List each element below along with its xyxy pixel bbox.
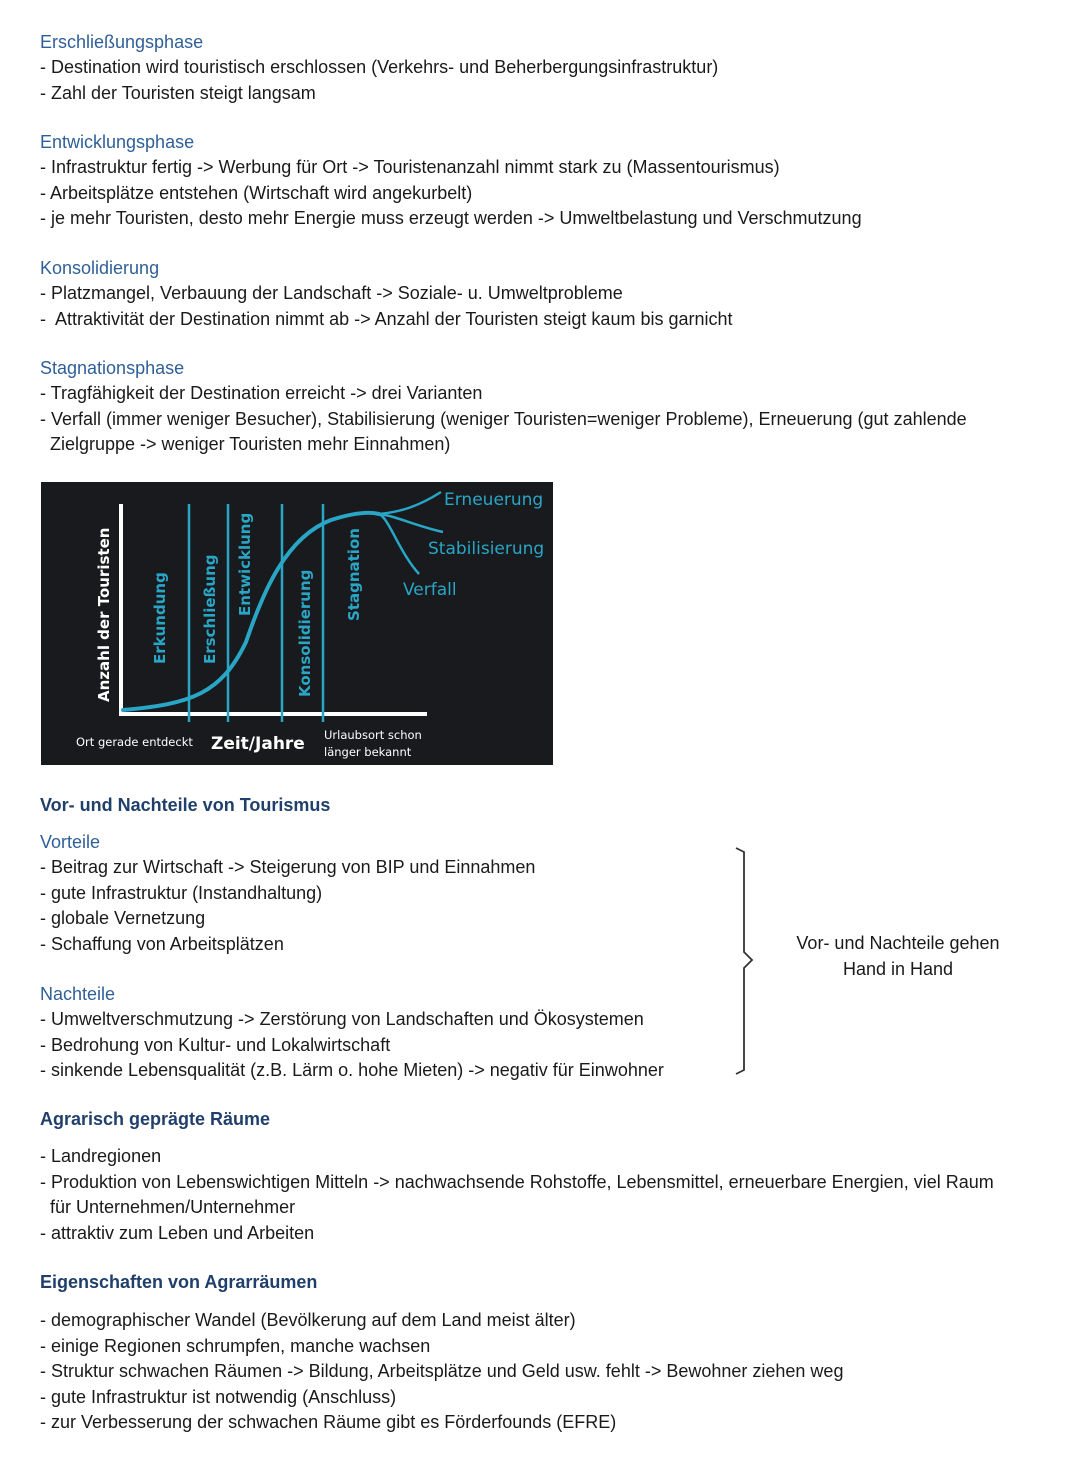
list-entwicklungsphase <box>40 155 1040 232</box>
curly-bracket <box>728 846 758 1078</box>
y-axis-label: Anzahl der Touristen <box>95 527 113 702</box>
outcome-label: Erneuerung <box>444 490 544 510</box>
section-stagnationsphase <box>40 356 1040 458</box>
section-agrarraeume <box>40 1270 1040 1436</box>
list-erschliessungsphase <box>40 55 1040 106</box>
list-item: - Landregionen <box>40 1144 1015 1170</box>
x-axis-label: Zeit/Jahre <box>211 734 305 754</box>
list-item: - globale Vernetzung <box>40 906 740 932</box>
heading-agrarisch: Agrarisch geprägte Räume <box>40 1109 271 1129</box>
list-item: - Destination wird touristisch erschlossen (Verkehrs- und Beherbergungsinfrastruktur) <box>40 55 1040 81</box>
heading-erschliessungsphase: Erschließungsphase <box>40 32 204 52</box>
list-agrarraeume <box>40 1308 1040 1436</box>
list-item: - Attraktivität der Destination nimmt ab -> Anzahl der Touristen steigt kaum bis garnicht <box>40 307 1040 333</box>
list-item: - gute Infrastruktur (Instandhaltung) <box>40 881 740 907</box>
outcome-label: Stabilisierung <box>428 539 545 559</box>
lifecycle-svg <box>41 482 553 765</box>
x-right-note-line1: Urlaubsort schon <box>324 728 422 742</box>
list-item: - Umweltverschmutzung -> Zerstörung von Landschaften und Ökosystemen <box>40 1007 740 1033</box>
list-item: - sinkende Lebensqualität (z.B. Lärm o. hohe Mieten) -> negativ für Einwohner <box>40 1058 740 1084</box>
list-item: - Beitrag zur Wirtschaft -> Steigerung von BIP und Einnahmen <box>40 855 740 881</box>
list-item: - demographischer Wandel (Bevölkerung auf dem Land meist älter) <box>40 1308 1040 1334</box>
heading-konsolidierung: Konsolidierung <box>40 258 160 278</box>
list-item: - Infrastruktur fertig -> Werbung für Ort -> Touristenanzahl nimmt stark zu (Massentourismus) <box>40 155 1040 181</box>
phase-label: Erkundung <box>151 572 169 664</box>
section-agrarisch <box>40 1107 1015 1246</box>
phase-label: Stagnation <box>345 528 363 621</box>
tourism-lifecycle-diagram <box>41 482 553 765</box>
heading-agrarraeume: Eigenschaften von Agrarräumen <box>40 1272 318 1292</box>
list-item: - Platzmangel, Verbauung der Landschaft -> Soziale- u. Umweltprobleme <box>40 281 1040 307</box>
list-item: - Bedrohung von Kultur- und Lokalwirtschaft <box>40 1033 740 1059</box>
heading-vor-nachteile: Vor- und Nachteile von Tourismus <box>40 795 331 815</box>
section-entwicklungsphase <box>40 130 1040 232</box>
side-note-line1: Vor- und Nachteile gehen <box>796 933 1000 953</box>
list-item: - Struktur schwachen Räumen -> Bildung, Arbeitsplätze und Geld usw. fehlt -> Bewohner ziehen weg <box>40 1359 1040 1385</box>
list-item: - zur Verbesserung der schwachen Räume gibt es Förderfounds (EFRE) <box>40 1410 1040 1436</box>
list-item: - attraktiv zum Leben und Arbeiten <box>40 1221 1015 1247</box>
list-stagnationsphase <box>40 381 1040 458</box>
section-vor-nachteile <box>40 793 740 1084</box>
list-item: - Zahl der Touristen steigt langsam <box>40 81 1040 107</box>
list-item: - je mehr Touristen, desto mehr Energie muss erzeugt werden -> Umweltbelastung und Verschmutzung <box>40 206 1040 232</box>
section-konsolidierung <box>40 256 1040 332</box>
list-agrarisch <box>40 1144 1015 1246</box>
x-left-note: Ort gerade entdeckt <box>76 735 193 749</box>
x-right-note-line2: länger bekannt <box>324 745 412 759</box>
side-note-line2: Hand in Hand <box>842 959 954 979</box>
phase-label: Konsolidierung <box>296 569 314 697</box>
heading-nachteile: Nachteile <box>40 984 116 1004</box>
list-item: - gute Infrastruktur ist notwendig (Anschluss) <box>40 1385 1040 1411</box>
section-erschliessungsphase <box>40 30 1040 106</box>
list-item: - Schaffung von Arbeitsplätzen <box>40 932 740 958</box>
list-konsolidierung <box>40 281 1040 332</box>
side-note <box>780 930 1016 982</box>
list-item: - Produktion von Lebenswichtigen Mitteln -> nachwachsende Rohstoffe, Lebensmittel, erneuerbare Energien, viel Raum für Unternehmen/Unternehmer <box>40 1170 1015 1221</box>
list-vorteile <box>40 855 740 957</box>
list-item: - Verfall (immer weniger Besucher), Stabilisierung (weniger Touristen=weniger Probleme), Erneuerung (gut zahlende Zielgruppe -> weniger Touristen mehr Einnahmen) <box>40 407 1040 458</box>
list-item: - einige Regionen schrumpfen, manche wachsen <box>40 1334 1040 1360</box>
phase-label: Erschließung <box>201 554 219 664</box>
outcome-label: Verfall <box>403 580 457 600</box>
branch-erneuerung <box>379 492 441 514</box>
phase-label: Entwicklung <box>236 512 254 616</box>
heading-entwicklungsphase: Entwicklungsphase <box>40 132 195 152</box>
list-item: - Arbeitsplätze entstehen (Wirtschaft wird angekurbelt) <box>40 181 1040 207</box>
list-item: - Tragfähigkeit der Destination erreicht -> drei Varianten <box>40 381 1040 407</box>
list-nachteile <box>40 1007 740 1084</box>
heading-stagnationsphase: Stagnationsphase <box>40 358 185 378</box>
heading-vorteile: Vorteile <box>40 832 101 852</box>
